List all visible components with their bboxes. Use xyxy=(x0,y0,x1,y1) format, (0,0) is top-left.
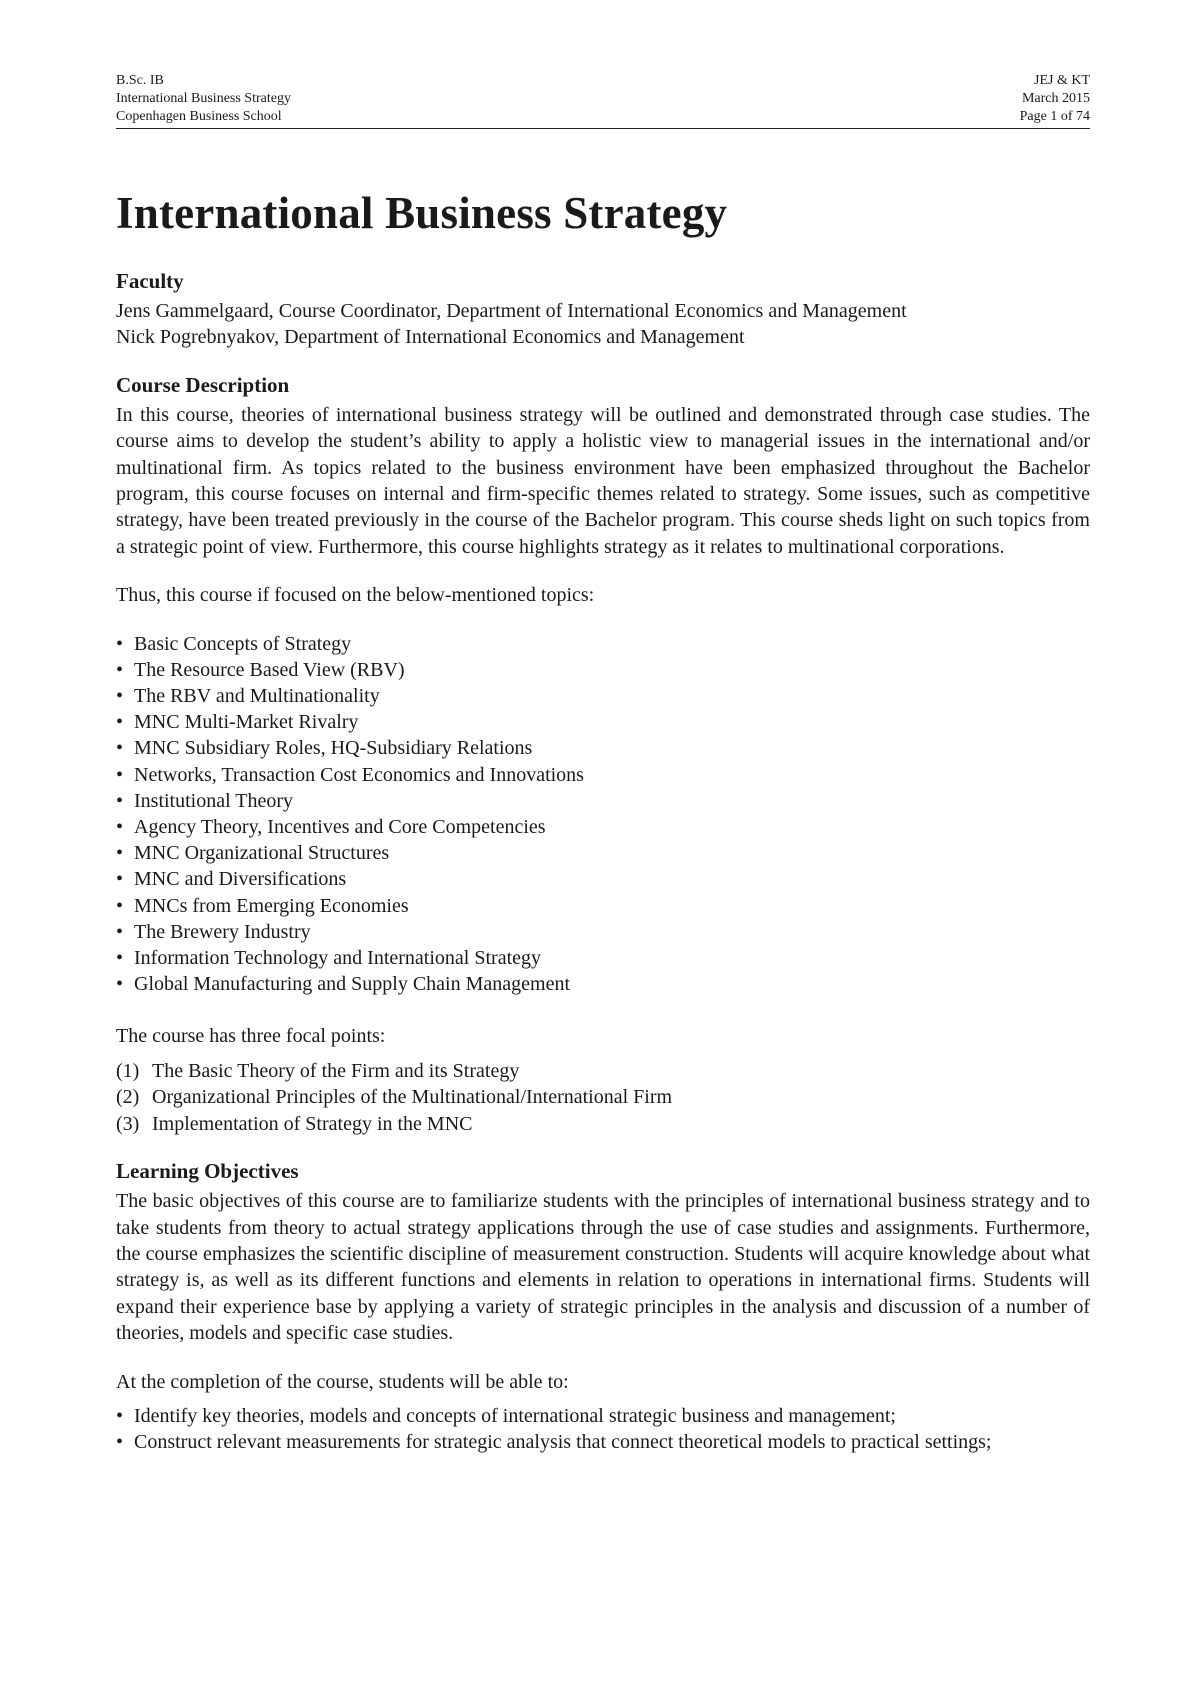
list-item: • Global Manufacturing and Supply Chain Management xyxy=(116,971,1090,997)
topics-intro: Thus, this course if focused on the below-mentioned topics: xyxy=(116,584,595,607)
list-item xyxy=(116,1084,1090,1110)
focal-number: (1) xyxy=(116,1059,140,1082)
list-item: • The Brewery Industry xyxy=(116,919,1090,945)
header-program: B.Sc. IB xyxy=(116,73,164,88)
focal-number: (2) xyxy=(116,1086,140,1109)
course-description-section xyxy=(116,373,1090,1138)
topics-list xyxy=(116,631,1090,998)
faculty-member: Nick Pogrebnyakov, Department of International Economics and Management xyxy=(116,326,745,349)
objectives-list xyxy=(116,1403,1090,1456)
completion-intro: At the completion of the course, students will be able to: xyxy=(116,1370,569,1393)
learning-objectives-section xyxy=(116,1159,1090,1456)
focal-text: The Basic Theory of the Firm and its Strategy xyxy=(152,1059,520,1082)
learning-objectives-heading: Learning Objectives xyxy=(116,1159,299,1183)
focal-text: Implementation of Strategy in the MNC xyxy=(152,1112,473,1135)
header-right xyxy=(1020,72,1090,126)
list-item: • Information Technology and International Strategy xyxy=(116,945,1090,971)
page-header xyxy=(116,72,1090,129)
list-item: • MNC Organizational Structures xyxy=(116,840,1090,866)
header-left xyxy=(116,72,291,126)
faculty-section xyxy=(116,269,1090,351)
faculty-heading: Faculty xyxy=(116,268,184,293)
course-description-heading: Course Description xyxy=(116,372,290,397)
list-item xyxy=(116,1058,1090,1084)
list-item: • Institutional Theory xyxy=(116,788,1090,814)
header-school: Copenhagen Business School xyxy=(116,109,282,124)
header-course: International Business Strategy xyxy=(116,91,291,106)
header-date: March 2015 xyxy=(1021,91,1090,106)
list-item: • Networks, Transaction Cost Economics and Innovations xyxy=(116,762,1090,788)
focal-number: (3) xyxy=(116,1112,140,1135)
focal-intro: The course has three focal points: xyxy=(116,1025,386,1048)
course-description-paragraph: In this course, theories of international business strategy will be outlined and demonstrated through case studies. The course aims to develop the student’s ability to apply a holistic view to managerial issues in the international and/or multinational firm. As topics related to the business environment have been emphasized throughout the Bachelor program, this course focuses on internal and firm-specific themes related to strategy. Some issues, such as competitive strategy, have been treated previously in the course of the Bachelor program. This course sheds light on such topics from a strategic point of view. Furthermore, this course highlights strategy as it relates to multinational corporations. xyxy=(116,403,1090,558)
list-item: • MNC Subsidiary Roles, HQ-Subsidiary Relations xyxy=(116,735,1090,761)
list-item: • MNC and Diversifications xyxy=(116,866,1090,892)
list-item: • The Resource Based View (RBV) xyxy=(116,657,1090,683)
document-title: International Business Strategy xyxy=(116,188,728,238)
list-item: • The RBV and Multinationality xyxy=(116,683,1090,709)
list-item: • Identify key theories, models and concepts of international strategic business and management; xyxy=(116,1403,1090,1429)
list-item: • Basic Concepts of Strategy xyxy=(116,631,1090,657)
list-item: • Construct relevant measurements for strategic analysis that connect theoretical models to practical settings; xyxy=(116,1429,1090,1455)
list-item xyxy=(116,1111,1090,1137)
header-page-number: Page 1 of 74 xyxy=(1019,109,1090,124)
faculty-member: Jens Gammelgaard, Course Coordinator, Department of International Economics and Management xyxy=(116,299,907,322)
focal-points-list xyxy=(116,1058,1090,1137)
list-item: • Agency Theory, Incentives and Core Competencies xyxy=(116,814,1090,840)
list-item: • MNCs from Emerging Economies xyxy=(116,893,1090,919)
focal-text: Organizational Principles of the Multinational/International Firm xyxy=(152,1086,673,1109)
header-authors: JEJ & KT xyxy=(1034,73,1090,88)
learning-objectives-paragraph: The basic objectives of this course are to familiarize students with the principles of international business strategy and to take students from theory to actual strategy applications through the use of case studies and assignments. Furthermore, the course emphasizes the scientific discipline of measurement construction. Students will acquire knowledge about what strategy is, as well as its different functions and elements in relation to operations in international firms. Students will expand their experience base by applying a variety of strategic principles in the analysis and discussion of a number of theories, models and specific case studies. xyxy=(116,1190,1090,1345)
list-item: • MNC Multi-Market Rivalry xyxy=(116,709,1090,735)
